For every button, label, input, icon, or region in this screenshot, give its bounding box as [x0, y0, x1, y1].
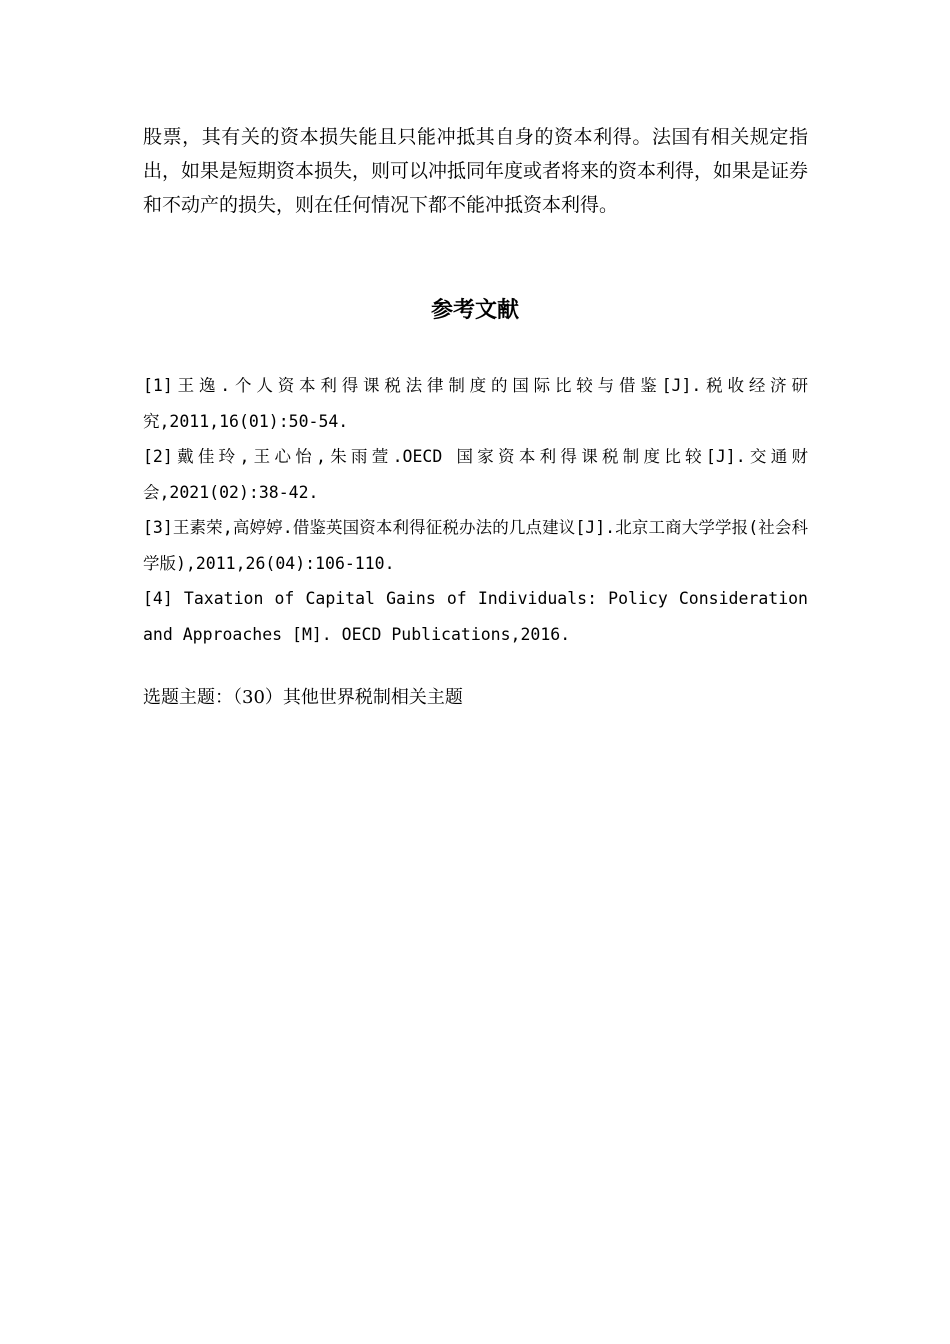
topic-line: 选题主题：（30）其他世界税制相关主题 — [143, 687, 463, 708]
reference-item: [3]王素荣,高婷婷.借鉴英国资本利得征税办法的几点建议[J].北京工商大学学报(社会科学版),2011,26(04):106-110. — [143, 518, 808, 573]
reference-list — [143, 368, 808, 652]
reference-item: [1]王逸.个人资本利得课税法律制度的国际比较与借鉴[J].税收经济研究,2011,16(01):50-54. — [143, 376, 808, 431]
reference-item: [2]戴佳玲,王心怡,朱雨萱.OECD 国家资本利得课税制度比较[J].交通财会,2021(02):38-42. — [143, 447, 808, 502]
references-heading: 参考文献 — [430, 298, 519, 323]
reference-item: [4] Taxation of Capital Gains of Individuals: Policy Consideration and Approaches [M]. OECD Publications,2016. — [143, 589, 808, 644]
body-paragraph: 股票，其有关的资本损失能且只能冲抵其自身的资本利得。法国有相关规定指出，如果是短期资本损失，则可以冲抵同年度或者将来的资本利得，如果是证券和不动产的损失，则在任何情况下都不能冲抵资本利得。 — [143, 126, 809, 216]
